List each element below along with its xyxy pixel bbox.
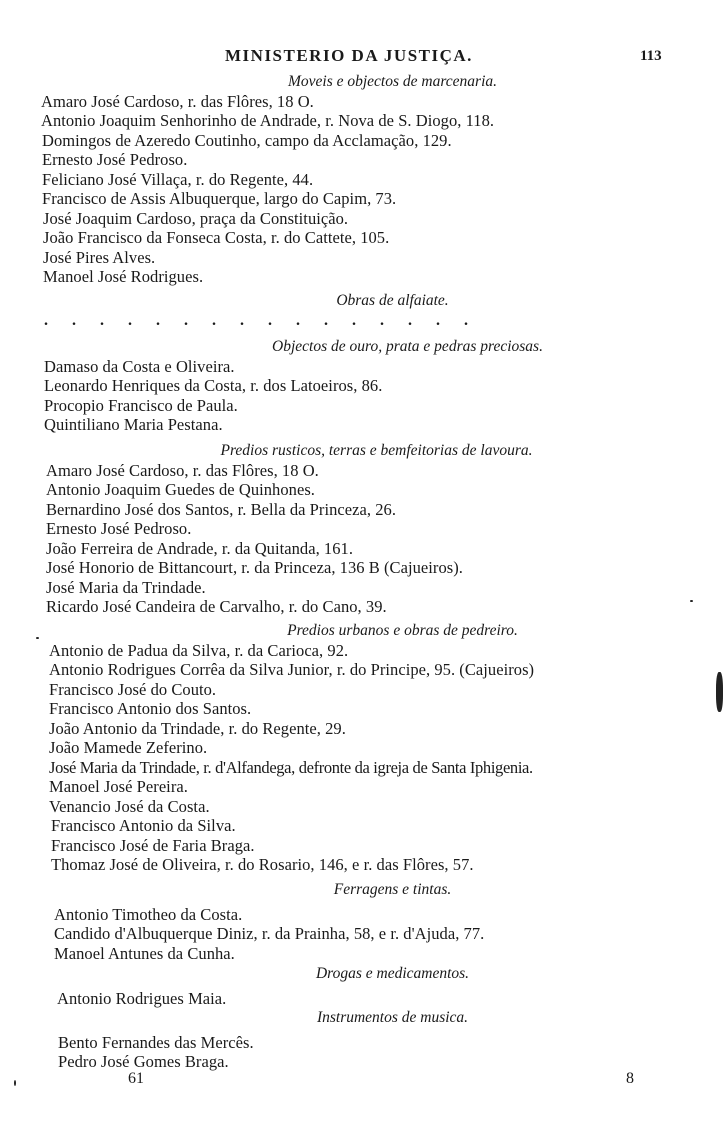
list-entry: Amaro José Cardoso, r. das Flôres, 18 O. (41, 91, 314, 111)
list-entry: José Maria da Trindade, r. d'Alfandega, defronte da igreja de Santa Iphigenia. (49, 757, 533, 777)
list-entry: Antonio Joaquim Guedes de Quinhones. (46, 480, 315, 499)
section-alfaiate (0, 291, 725, 331)
list-entry: José Honorio de Bittancourt, r. da Princeza, 136 B (Cajueiros). (46, 558, 463, 577)
list-entry: Antonio Rodrigues Corrêa da Silva Junior, r. do Principe, 95. (Cajueiros) (49, 660, 535, 679)
list-entry: Antonio Rodrigues Maia. (57, 988, 227, 1008)
list-entry: Venancio José da Costa. (49, 796, 210, 816)
section-heading: Predios urbanos e obras de pedreiro. (287, 622, 518, 639)
list-entry: Amaro José Cardoso, r. das Flôres, 18 O. (46, 460, 319, 480)
list-entry: Ricardo José Candeira de Carvalho, r. do Cano, 39. (46, 597, 387, 616)
section-heading: Objectos de ouro, prata e pedras preciosas. (272, 338, 543, 355)
section-drogas (0, 964, 725, 1008)
list-entry: Leonardo Henriques da Costa, r. dos Latoeiros, 86. (44, 376, 383, 395)
list-entry: José Pires Alves. (43, 247, 156, 267)
list-entry: Pedro José Gomes Braga. (58, 1052, 229, 1071)
section-predios-rusticos (0, 441, 725, 617)
section-heading: Ferragens e tintas. (333, 881, 452, 898)
sheet-mark: 8 (626, 1070, 634, 1087)
list-entry: João Antonio da Trindade, r. do Regente, 29. (49, 718, 346, 738)
scan-speck-decoration (14, 1080, 16, 1086)
list-entry: Quintiliano Maria Pestana. (44, 415, 223, 434)
list-entry: Procopio Francisco de Paula. (44, 395, 238, 415)
page-number: 113 (640, 48, 662, 64)
list-entry: Manoel José Pereira. (49, 777, 188, 796)
list-entry: Thomaz José de Oliveira, r. do Rosario, 146, e r. das Flôres, 57. (51, 855, 474, 874)
list-entry: Bernardino José dos Santos, r. Bella da Princeza, 26. (46, 499, 396, 519)
list-entry: Manoel Antunes da Cunha. (54, 943, 235, 963)
running-header (0, 44, 725, 70)
list-entry: Francisco José de Faria Braga. (51, 835, 255, 855)
list-entry: Francisco Antonio dos Santos. (49, 699, 252, 718)
list-entry: Antonio Joaquim Senhorinho de Andrade, r. Nova de S. Diogo, 118. (41, 111, 495, 130)
list-entry: Manoel José Rodrigues. (43, 267, 204, 286)
ellipsis-leader: . . . . . . . . . . . . . . . . (44, 311, 478, 329)
list-entry: Francisco de Assis Albuquerque, largo do Capim, 73. (42, 189, 397, 208)
scan-speck-decoration (36, 637, 39, 639)
ink-blot-decoration (716, 672, 723, 712)
list-entry: Francisco Antonio da Silva. (51, 816, 236, 835)
list-entry: Francisco José do Couto. (49, 679, 217, 699)
section-heading: Moveis e objectos de marcenaria. (287, 73, 498, 90)
list-entry: João Ferreira de Andrade, r. da Quitanda, 161. (46, 538, 353, 558)
section-heading: Instrumentos de musica. (316, 1009, 469, 1026)
section-predios-urbanos (0, 621, 725, 875)
list-entry: João Francisco da Fonseca Costa, r. do Cattete, 105. (43, 228, 390, 247)
section-instrumentos (0, 1008, 725, 1072)
ministry-title: MINISTERIO DA JUSTIÇA. (225, 46, 473, 65)
list-entry: Feliciano José Villaça, r. do Regente, 44. (42, 169, 314, 189)
list-entry: Antonio de Padua da Silva, r. da Carioca, 92. (49, 640, 349, 660)
list-entry: Damaso da Costa e Oliveira. (44, 356, 235, 376)
section-heading: Drogas e medicamentos. (315, 965, 470, 982)
list-entry: Candido d'Albuquerque Diniz, r. da Prainha, 58, e r. d'Ajuda, 77. (54, 924, 485, 943)
section-ouro (0, 337, 725, 435)
signature-mark: 61 (128, 1070, 144, 1087)
section-heading: Predios rusticos, terras e bemfeitorias de lavoura. (220, 442, 533, 459)
list-entry: Domingos de Azeredo Coutinho, campo da Acclamação, 129. (42, 130, 452, 150)
section-heading: Obras de alfaiate. (336, 292, 449, 309)
section-ferragens (0, 880, 725, 963)
scan-speck-decoration (690, 600, 693, 602)
list-entry: Ernesto José Pedroso. (42, 150, 188, 169)
list-entry: Antonio Timotheo da Costa. (54, 904, 243, 924)
list-entry: Ernesto José Pedroso. (46, 519, 192, 538)
section-moveis (0, 72, 725, 287)
list-entry: José Joaquim Cardoso, praça da Constituição. (43, 208, 349, 228)
list-entry: José Maria da Trindade. (46, 577, 206, 597)
list-entry: João Mamede Zeferino. (49, 738, 208, 757)
list-entry: Bento Fernandes das Mercês. (58, 1032, 254, 1052)
